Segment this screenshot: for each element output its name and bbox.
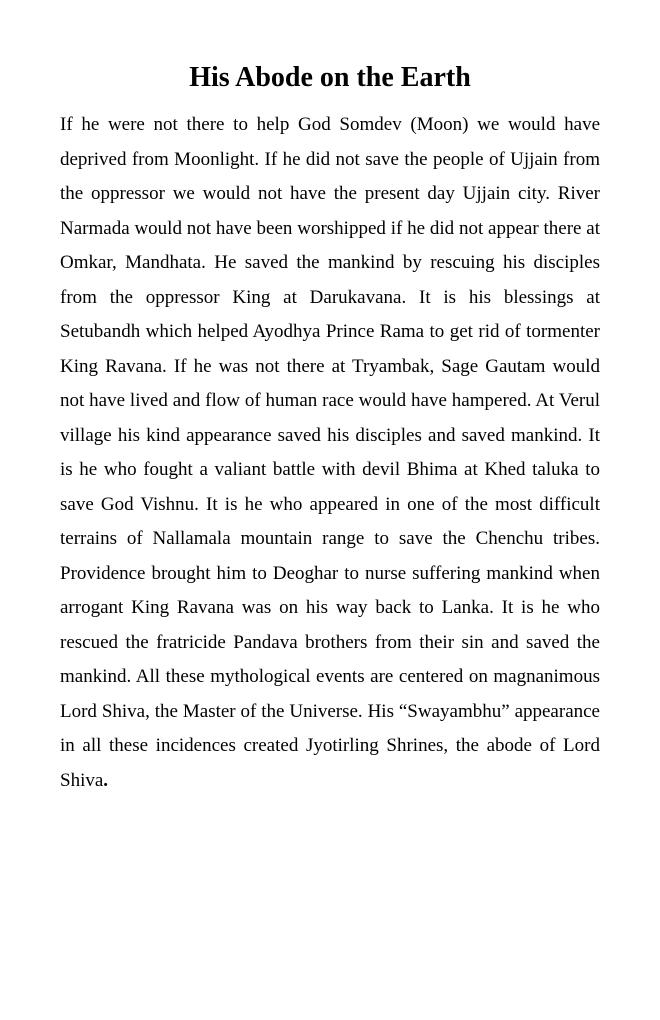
- paragraph-text: If he were not there to help God Somdev (Moon) we would have deprived from Moonlight. If he did not save the people of Ujjain from the oppressor we would not have the present day Ujjain city. River Narmada would not have been worshipped if he did not appear there at Omkar, Mandhata. He saved the mankind by rescuing his disciples from the oppressor King at Darukavana. It is his blessings at Setubandh which helped Ayodhya Prince Rama to get rid of tormenter King Ravana. If he was not there at Tryambak, Sage Gautam would not have lived and flow of human race would have hampered. At Verul village his kind appearance saved his disciples and saved mankind. It is he who fought a valiant battle with devil Bhima at Khed taluka to save God Vishnu. It is he who appeared in one of the most difficult terrains of Nallamala mountain range to save the Chenchu tribes. Providence brought him to Deoghar to nurse suffering mankind when arrogant King Ravana was on his way back to Lanka. It is he who rescued the fratricide Pandava brothers from their sin and saved the mankind. All these mythological events are centered on magnanimous Lord Shiva, the Master of the Universe. His “Swayambhu” appearance in all these incidences created Jyotirling Shrines, the abode of Lord Shiva: [60, 114, 600, 791]
- page-title: His Abode on the Earth: [189, 62, 471, 93]
- body-paragraph: [60, 108, 600, 798]
- document-page: [60, 56, 600, 798]
- paragraph-final-period: .: [103, 769, 109, 791]
